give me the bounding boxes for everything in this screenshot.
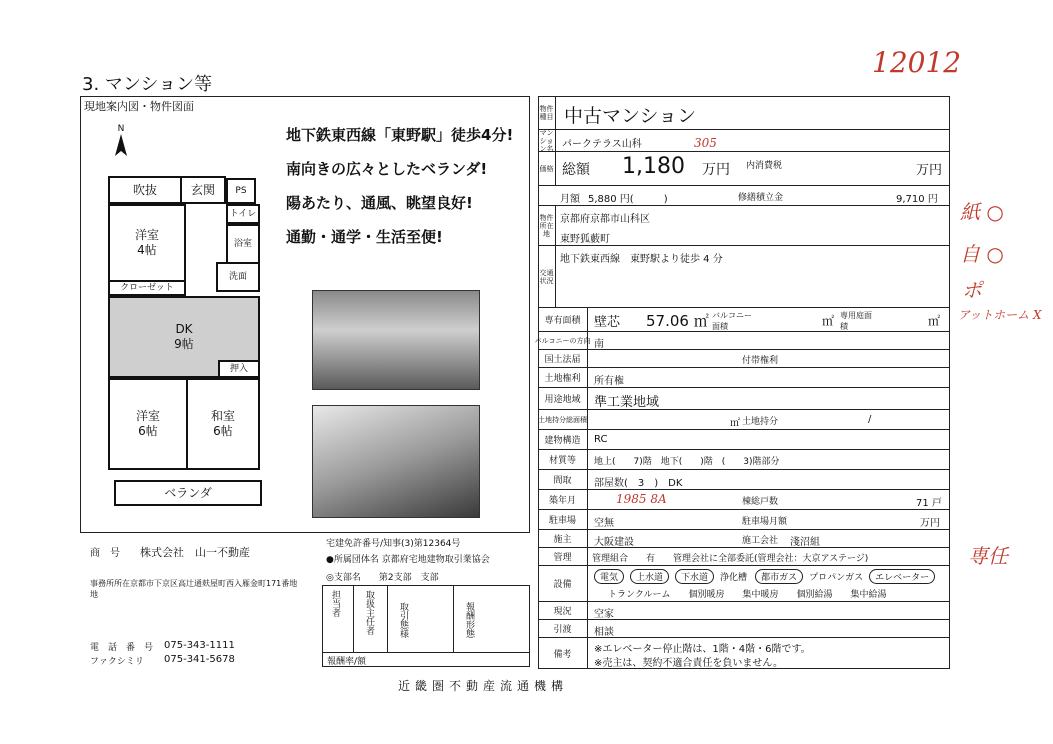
footer-org: 近畿圏不動産流通機構 — [398, 679, 569, 693]
pitch-line: 通勤・通学・生活至便! — [286, 228, 443, 246]
fax-number: 075-341-5678 — [164, 654, 235, 665]
handwritten-note-2: 自 ○ — [960, 242, 1004, 266]
room-bath: 浴室 — [226, 224, 260, 264]
sales-pitch — [286, 118, 513, 254]
row-layout — [538, 470, 950, 490]
row-floors — [538, 450, 950, 470]
phone-label: 電 話 番 号 — [90, 643, 154, 653]
transport-label: 交通状況 — [538, 246, 556, 307]
row-manage — [538, 548, 950, 566]
facility-label: 設備 — [538, 566, 588, 601]
total-label: 総額 — [562, 162, 590, 178]
land-share-unit: ㎡ — [730, 418, 740, 429]
material-label: 材質等 — [538, 450, 588, 469]
row-balcony-dir — [534, 332, 950, 350]
floor-plan — [100, 168, 270, 518]
builder: 大阪建設 — [594, 537, 634, 548]
room-washitsu: 和室 6帖 — [186, 378, 260, 470]
handwritten-note-4: アットホーム X — [958, 308, 1042, 322]
location-label: 物件所在地 — [538, 206, 556, 245]
stamp-col: 担当者 — [330, 590, 340, 617]
stamp-col: 取引態様 — [398, 602, 408, 638]
zoning: 準工業地域 — [594, 395, 660, 410]
row-name — [538, 130, 950, 152]
manage: 管理組合 有 管理会社に全部委託(管理会社：大京アステージ) — [592, 554, 869, 564]
repair-fund: 9,710 円 — [896, 194, 938, 205]
trade-name: 株式会社 山一不動産 — [140, 546, 250, 559]
land-portion: / — [868, 414, 872, 425]
row-facilities — [538, 566, 950, 602]
total-units: 71 戸 — [916, 498, 942, 509]
fax-label: ファクシミリ — [90, 657, 144, 667]
manage-label: 管理 — [538, 548, 588, 565]
common-label: 専用庭面積 — [840, 311, 872, 331]
land-portion-label: 土地持分 — [742, 417, 779, 427]
room-closet: クローゼット — [108, 280, 186, 296]
room-yoshitsu-6: 洋室 6帖 — [108, 378, 188, 470]
row-built — [538, 490, 950, 510]
transport-value: 地下鉄東西線 東野駅より徒歩 4 分 — [560, 254, 723, 265]
handwritten-room: 305 — [694, 136, 717, 150]
north-icon — [112, 124, 130, 161]
row-land-right — [538, 368, 950, 388]
phone-number: 075-343-1111 — [164, 640, 235, 651]
property-type: 中古マンション — [564, 105, 697, 127]
pitch-line: 陽あたり、通風、眺望良好! — [286, 194, 473, 212]
land-right-label: 土地権利 — [538, 368, 588, 387]
pitch-line: 南向きの広々としたベランダ! — [286, 160, 488, 178]
facility-pill: 電気 — [594, 569, 624, 584]
land-right: 所有権 — [594, 376, 624, 387]
remarks-label: 備考 — [538, 638, 588, 669]
current-label: 現況 — [538, 602, 588, 619]
type-label: 物件種目 — [538, 96, 556, 129]
current: 空家 — [594, 609, 614, 620]
land-law-label: 国土法届 — [538, 350, 588, 367]
facility-pill: 下水道 — [675, 569, 714, 584]
monthly-fee: 5,880 円( ) — [588, 194, 668, 205]
license-number: 宅建免許番号/知事(3)第12364号 — [326, 539, 461, 549]
row-location — [538, 206, 950, 246]
facility-item: 浄化槽 — [720, 573, 748, 583]
compass-icon — [112, 134, 130, 158]
balcony-dir-label: バルコニーの方向 — [538, 332, 588, 349]
row-area — [538, 308, 950, 332]
land-share-label: 土地持分総面積 — [538, 410, 588, 429]
stamp-box — [322, 585, 530, 667]
facilities-2: トランクルーム 個別暖房 集中暖房 個別給湯 集中給湯 — [608, 590, 887, 600]
handwritten-note-3: ポ — [962, 278, 982, 302]
remark-2: ※売主は、契約不適合責任を負いません。 — [594, 658, 783, 669]
row-parking — [538, 510, 950, 530]
compass-letter: N — [117, 124, 125, 134]
remark-1: ※エレベーター停止階は、1階・4階・6階です。 — [594, 644, 811, 655]
facility-pill: 都市ガス — [755, 569, 803, 584]
contractor: 淺沼組 — [790, 537, 820, 548]
zoning-label: 用途地域 — [538, 388, 588, 409]
handover: 相談 — [594, 627, 614, 638]
row-price — [538, 152, 950, 186]
exterior-photo — [312, 290, 480, 390]
row-land-share — [538, 410, 950, 430]
map-box-label: 現地案内図・物件図面 — [84, 100, 194, 113]
tax-unit: 万円 — [916, 163, 943, 178]
row-handover — [538, 620, 950, 638]
parking-fee: 万円 — [920, 518, 940, 529]
total-price: 1,180 — [622, 154, 685, 179]
office-label: 事務所所在地 — [90, 579, 130, 599]
facility-item: プロパンガス — [809, 573, 864, 583]
facilities-1 — [594, 569, 941, 584]
built-label: 築年月 — [538, 490, 588, 509]
section-title: 3. マンション等 — [82, 74, 213, 95]
room-veranda: ベランダ — [114, 480, 262, 506]
name-label: マンション名 — [538, 130, 556, 151]
association: ●所属団体名 京都府宅地建物取引業協会 — [326, 555, 490, 565]
contractor-label: 施工会社 — [742, 536, 779, 546]
row-structure — [538, 430, 950, 450]
office-address: 京都市下京区高辻通麸屋町西入雁金町171番地 — [130, 579, 298, 588]
room-genkan: 玄関 — [180, 176, 226, 204]
area-value: 57.06 ㎡ — [646, 312, 709, 330]
row-current — [538, 602, 950, 620]
facility-pill: エレベーター — [869, 569, 935, 584]
total-units-label: 棟総戸数 — [742, 497, 779, 507]
room-fukinuke: 吹抜 — [108, 176, 182, 204]
structure-label: 建物構造 — [538, 430, 588, 449]
pitch-line: 地下鉄東西線「東野駅」徒歩4分! — [286, 126, 514, 144]
room-yoshitsu-4: 洋室 4帖 — [108, 204, 186, 282]
stamp-col: 報酬形態 — [464, 602, 474, 638]
balcony-direction: 南 — [594, 339, 604, 350]
room-dk: DK 9帖 — [108, 296, 260, 378]
area-type: 壁芯 — [594, 315, 621, 330]
common-unit: ㎡ — [928, 314, 941, 328]
handwritten-note-5: 専任 — [968, 544, 1008, 568]
structure: RC — [594, 434, 608, 445]
floors: 地上( 7)階 地下( )階 ( 3)階部分 — [594, 457, 780, 467]
repair-label: 修繕積立金 — [738, 193, 784, 203]
monthly-label: 月額 — [560, 194, 580, 205]
remuneration-label: 報酬率/額 — [327, 657, 367, 667]
attached-label: 付帯権利 — [742, 356, 779, 366]
trade-label: 商 号 — [90, 548, 120, 559]
layout: 部屋数( 3 ) DK — [594, 478, 683, 489]
layout-label: 間取 — [538, 470, 588, 489]
balcony-label: バルコニー面積 — [712, 311, 752, 331]
row-land-law — [538, 350, 950, 368]
row-monthly — [538, 186, 950, 206]
parking: 空無 — [594, 518, 614, 529]
room-toilet: トイレ — [226, 204, 260, 224]
room-washroom: 洗面 — [216, 262, 260, 292]
row-remarks — [538, 638, 950, 669]
tax-label: 内消費税 — [746, 161, 783, 171]
handover-label: 引渡 — [538, 620, 588, 637]
room-ps: PS — [226, 178, 256, 204]
interior-photo — [312, 405, 480, 518]
price-label: 価格 — [538, 152, 556, 185]
area-label: 専有面積 — [538, 308, 588, 331]
mansion-name: パークテラス山科 — [562, 139, 642, 150]
parking-label: 駐車場 — [538, 510, 588, 529]
row-builder — [538, 530, 950, 548]
built-date: 1985 8A — [616, 492, 667, 506]
handwritten-note-1: 紙 ○ — [960, 200, 1004, 224]
facility-pill: 上水道 — [630, 569, 669, 584]
row-zoning — [538, 388, 950, 410]
balcony-unit: ㎡ — [822, 314, 835, 328]
builder-label: 施主 — [538, 530, 588, 547]
handwritten-code: 12012 — [872, 46, 962, 79]
row-type — [538, 96, 950, 130]
stamp-col: 取扱主任者 — [364, 590, 374, 635]
room-oshiire: 押入 — [218, 360, 260, 378]
location-line-1: 京都府京都市山科区 — [560, 214, 650, 225]
location-line-2: 東野狐藪町 — [560, 234, 610, 245]
parking-fee-label: 駐車場月額 — [742, 517, 788, 527]
branch: ◎支部名 第2支部 支部 — [326, 573, 439, 583]
price-unit: 万円 — [702, 162, 730, 178]
row-transport — [538, 246, 950, 308]
